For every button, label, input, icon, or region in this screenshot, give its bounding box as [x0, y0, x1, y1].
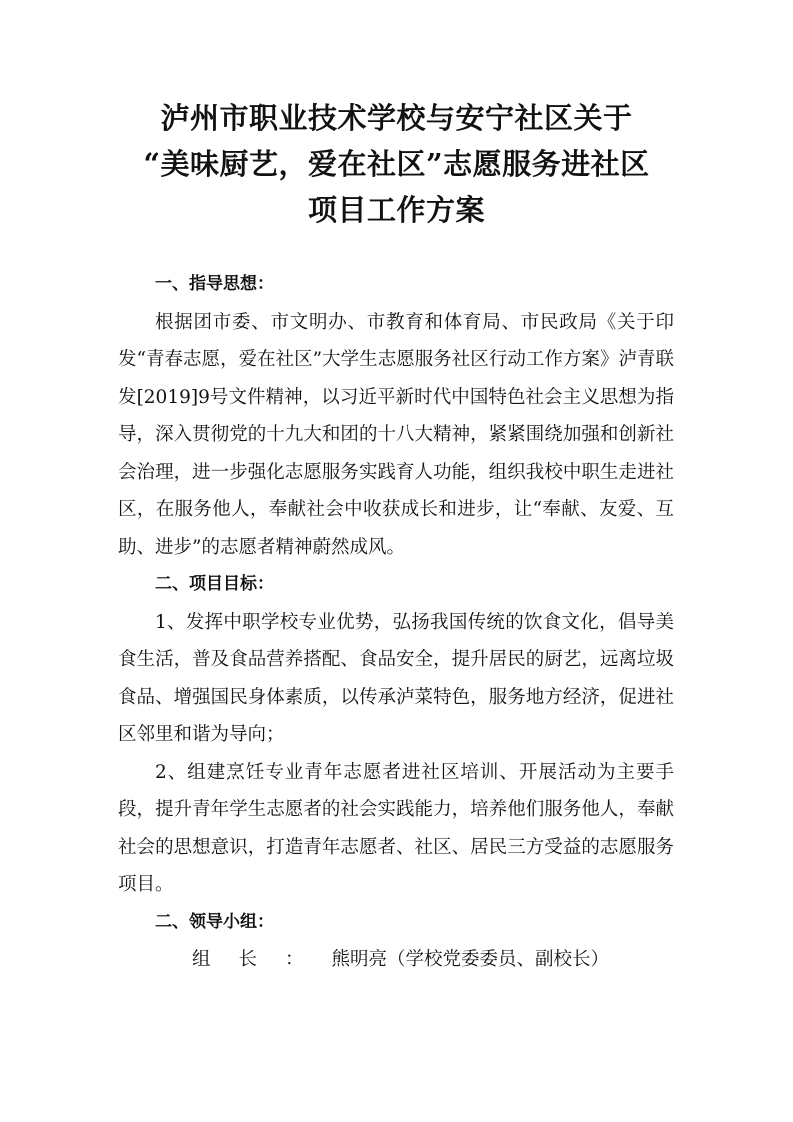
title-line-1: 泸州市职业技术学校与安宁社区关于 [160, 101, 633, 135]
project-goal-item-2: 2、组建烹饪专业青年志愿者进社区培训、开展活动为主要手段，提升青年学生志愿者的社会实践能力，培养他们服务他人，奉献社会的思想意识，打造青年志愿者、社区、居民三方受益的志愿服务项目。 [118, 761, 674, 895]
document-title [100, 95, 693, 233]
section-heading-leadership-group: 二、领导小组： [155, 911, 274, 932]
leader-line [118, 941, 674, 979]
project-goal-item-1: 1、发挥中职学校专业优势，弘扬我国传统的饮食文化，倡导美食生活，普及食品营养搭配、食品安全，提升居民的厨艺，远离垃圾食品、增强国民身体素质，以传承泸菜特色，服务地方经济，促进社区邻里和谐为导向； [118, 611, 674, 745]
section-heading-project-goals: 二、项目目标： [155, 574, 274, 594]
guiding-ideology-paragraph: 根据团市委、市文明办、市教育和体育局、市民政局《关于印发“青春志愿，爱在社区”大学生志愿服务社区行动工作方案》泸青联发[2019]9号文件精神，以习近平新时代中国特色社会主义思想为指导，深入贯彻党的十九大和团的十八大精神，紧紧围绕加强和创新社会治理，进一步强化志愿服务实践育人功能，组织我校中职生走进社区，在服务他人，奉献社会中收获成长和进步，让“奉献、友爱、互助、进步”的志愿者精神蔚然成风。 [118, 311, 674, 558]
section-heading-guiding-ideology: 一、指导思想： [155, 274, 274, 294]
leader-label: 组长： [192, 949, 332, 970]
title-line-3: 项目工作方案 [307, 193, 485, 227]
leader-value: 熊明亮（学校党委委员、副校长） [331, 949, 610, 970]
title-line-2: “美味厨艺，爱在社区”志愿服务进社区 [143, 147, 650, 181]
document-body [118, 266, 674, 979]
